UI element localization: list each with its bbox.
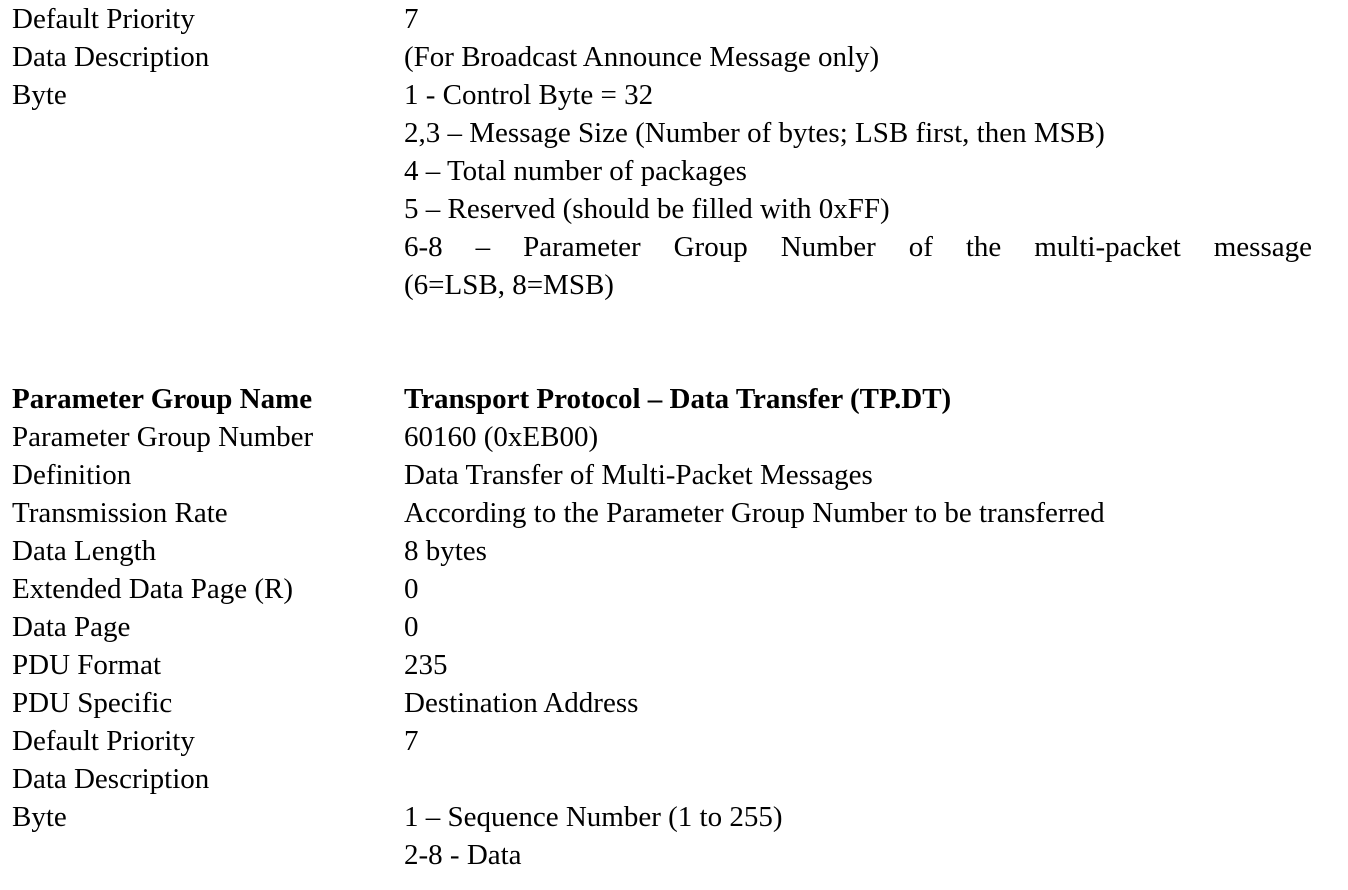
field-label: Parameter Group Number	[12, 421, 314, 453]
header-value: Transport Protocol – Data Transfer (TP.DT)	[404, 383, 952, 415]
field-row-byte	[12, 76, 1312, 304]
field-row-data-description	[12, 760, 1312, 798]
field-label: Definition	[12, 459, 132, 491]
field-value: (For Broadcast Announce Message only)	[404, 41, 880, 73]
field-row-default-priority	[12, 722, 1312, 760]
byte-line: 2-8 - Data	[404, 839, 522, 871]
section-tp-dt	[12, 380, 1312, 874]
field-row-pdu-format	[12, 646, 1312, 684]
field-value: 60160 (0xEB00)	[404, 421, 599, 453]
byte-line: 6-8 – Parameter Group Number of the multi-packet message	[404, 231, 1312, 263]
field-label: Transmission Rate	[12, 497, 228, 529]
field-row-extended-data-page	[12, 570, 1312, 608]
field-label: Extended Data Page (R)	[12, 573, 294, 605]
field-value: 235	[404, 649, 448, 681]
field-label: Default Priority	[12, 3, 195, 35]
byte-line: 1 - Control Byte = 32	[404, 79, 654, 111]
field-row-pgn	[12, 418, 1312, 456]
header-label: Parameter Group Name	[12, 383, 313, 415]
field-label: Data Length	[12, 535, 157, 567]
byte-list	[404, 76, 1312, 304]
field-label: Data Description	[12, 41, 210, 73]
field-label: PDU Specific	[12, 687, 173, 719]
byte-line: 2,3 – Message Size (Number of bytes; LSB first, then MSB)	[404, 117, 1105, 149]
field-label: Default Priority	[12, 725, 195, 757]
section-header-row	[12, 380, 1312, 418]
field-value: 0	[404, 573, 419, 605]
field-value	[404, 760, 1312, 798]
section-broadcast-announce	[12, 0, 1312, 304]
field-row-byte	[12, 798, 1312, 874]
field-row-transmission-rate	[12, 494, 1312, 532]
field-value: 0	[404, 611, 419, 643]
field-row-default-priority	[12, 0, 1312, 38]
field-value: According to the Parameter Group Number to be transferred	[404, 497, 1105, 529]
field-row-definition	[12, 456, 1312, 494]
field-label: PDU Format	[12, 649, 162, 681]
byte-list	[404, 798, 1312, 874]
field-row-data-page	[12, 608, 1312, 646]
byte-line: (6=LSB, 8=MSB)	[404, 269, 614, 301]
field-row-pdu-specific	[12, 684, 1312, 722]
field-label: Data Page	[12, 611, 131, 643]
field-row-data-length	[12, 532, 1312, 570]
byte-line: 1 – Sequence Number (1 to 255)	[404, 801, 783, 833]
field-label: Byte	[12, 79, 67, 111]
field-label: Data Description	[12, 763, 210, 795]
field-value: Data Transfer of Multi-Packet Messages	[404, 459, 873, 491]
field-value: 7	[404, 3, 419, 35]
field-label: Byte	[12, 801, 67, 833]
field-row-data-description	[12, 38, 1312, 76]
section-spacer	[12, 304, 1312, 380]
document-page	[12, 0, 1312, 874]
field-value: 8 bytes	[404, 535, 487, 567]
byte-line: 5 – Reserved (should be filled with 0xFF)	[404, 193, 890, 225]
byte-line: 4 – Total number of packages	[404, 155, 747, 187]
field-value: Destination Address	[404, 687, 639, 719]
field-value: 7	[404, 725, 419, 757]
